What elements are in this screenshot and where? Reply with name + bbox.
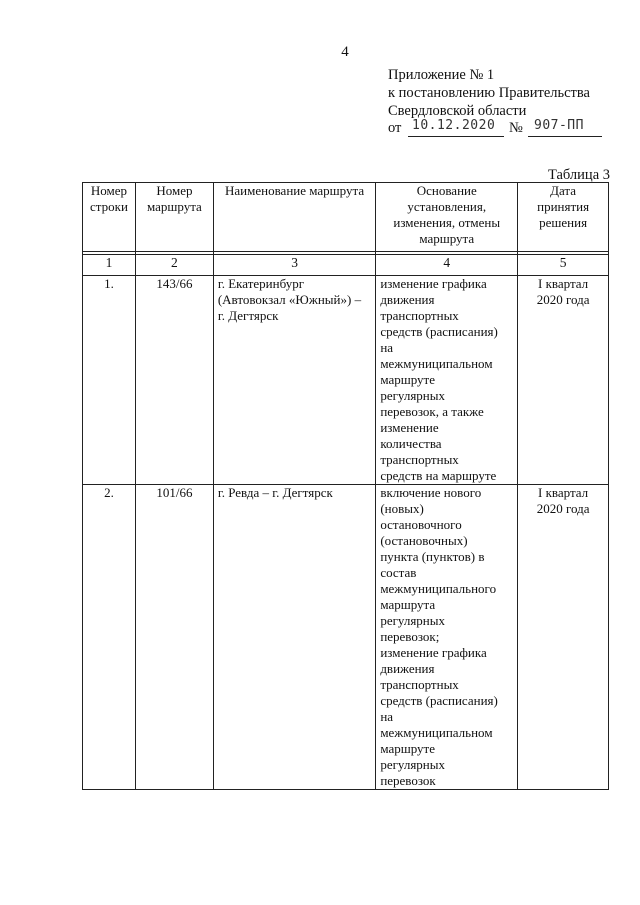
route-number-cell: 143/66 bbox=[135, 276, 213, 485]
number-label: № bbox=[509, 120, 523, 136]
row-number-cell: 2. bbox=[83, 485, 136, 790]
routes-table bbox=[82, 182, 609, 790]
route-name-cell: г. Екатеринбург (Автовокзал «Южный») – г. Дегтярск bbox=[213, 276, 375, 485]
route-name-cell: г. Ревда – г. Дегтярск bbox=[213, 485, 375, 790]
from-label: от bbox=[388, 120, 402, 136]
basis-cell: включение нового (новых) остановочного (остановочных) пункта (пунктов) в состав межмуниципального маршрута регулярных перевозок; изменение графика движения транспортных средств (расписания) на межмуниципальном маршруте регулярных перевозок bbox=[376, 485, 518, 790]
appendix-title: Приложение № 1 bbox=[388, 67, 495, 83]
header-route-name: Наименование маршрута bbox=[213, 183, 375, 252]
column-number: 4 bbox=[376, 255, 518, 276]
appendix-reference-line-2: Свердловской области bbox=[388, 103, 527, 119]
header-decision-date: Дата принятия решения bbox=[518, 183, 609, 252]
header-route-number: Номер маршрута bbox=[135, 183, 213, 252]
row-number-cell: 1. bbox=[83, 276, 136, 485]
route-number-cell: 101/66 bbox=[135, 485, 213, 790]
number-underline bbox=[528, 136, 602, 137]
decree-number: 907-ПП bbox=[534, 118, 584, 133]
appendix-reference-line-1: к постановлению Правительства bbox=[388, 85, 590, 101]
column-number-row bbox=[83, 255, 609, 276]
date-underline bbox=[408, 136, 504, 137]
page-number: 4 bbox=[341, 44, 349, 60]
table-header-row bbox=[83, 183, 609, 252]
column-number: 5 bbox=[518, 255, 609, 276]
decision-date-cell: I квартал 2020 года bbox=[518, 485, 609, 790]
header-row-number: Номер строки bbox=[83, 183, 136, 252]
header-basis: Основание установления, изменения, отмены маршрута bbox=[376, 183, 518, 252]
decree-date: 10.12.2020 bbox=[412, 118, 496, 133]
basis-cell: изменение графика движения транспортных средств (расписания) на межмуниципальном маршруте регулярных перевозок, а также изменение количества транспортных средств на маршруте bbox=[376, 276, 518, 485]
column-number: 2 bbox=[135, 255, 213, 276]
decision-date-cell: I квартал 2020 года bbox=[518, 276, 609, 485]
table-row bbox=[83, 485, 609, 790]
table-row bbox=[83, 276, 609, 485]
column-number: 1 bbox=[83, 255, 136, 276]
table-label: Таблица 3 bbox=[547, 167, 610, 183]
column-number: 3 bbox=[213, 255, 375, 276]
